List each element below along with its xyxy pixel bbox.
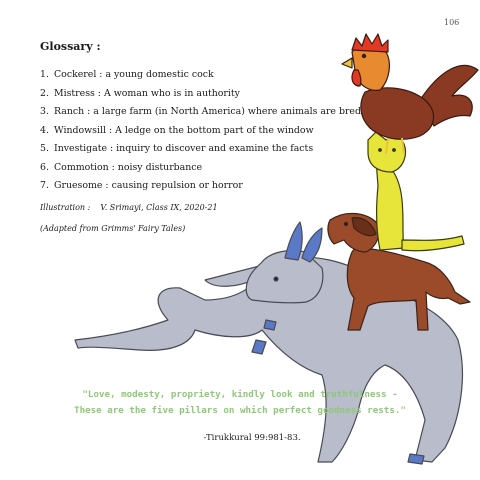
cat-drawing: [368, 132, 464, 251]
glossary-item-number: 2.: [40, 87, 49, 99]
rooster-eye: [362, 54, 365, 57]
cat-eye-left: [379, 149, 382, 152]
donkey-ear-left: [285, 222, 302, 260]
glossary-item-text: Gruesome : causing repulsion or horror: [54, 180, 243, 191]
quote-line-1: "Love, modesty, propriety, kindly look and truthfulness -: [82, 389, 398, 400]
illustration-credit-label: Illustration :: [40, 203, 91, 212]
glossary-item-number: 5.: [40, 143, 49, 154]
rooster-comb: [352, 34, 388, 52]
glossary-item-number: 7.: [40, 180, 49, 191]
donkey-ear-right: [302, 228, 322, 262]
glossary-item-number: 4.: [40, 124, 49, 136]
donkey-hoof-rear: [408, 454, 424, 464]
quote-line-2: These are the five pillars on which perfect goodness rests.": [74, 405, 406, 416]
glossary-item-text: Mistress : A woman who is in authority: [54, 87, 240, 99]
rooster-drawing: [342, 34, 478, 154]
glossary-item-number: 3.: [40, 106, 49, 117]
dog-eye: [344, 222, 347, 225]
page-number: 106: [444, 18, 460, 27]
glossary-title: Glossary :: [40, 40, 101, 53]
donkey-hoof-front: [264, 320, 276, 330]
illustration-credit-value: V. Srimayi, Class IX, 2020-21: [100, 203, 218, 212]
cat-eye-right: [393, 149, 396, 152]
donkey-hoof-back: [252, 340, 266, 354]
glossary-item-text: Investigate : inquiry to discover and examine the facts: [54, 143, 314, 154]
glossary-item-number: 6.: [40, 161, 49, 173]
quote-block: [0, 387, 480, 419]
cat-body: [376, 160, 404, 250]
glossary-item-text: Commotion : noisy disturbance: [54, 161, 203, 173]
donkey-eye: [274, 277, 278, 281]
rooster-wattle: [352, 70, 361, 86]
glossary-item-text: Windowsill : A ledge on the bottom part of the window: [54, 124, 314, 136]
quote-source-row: [0, 433, 480, 443]
quote-source: -Tirukkural 99:981-83.: [203, 433, 301, 443]
glossary-item-text: Cockerel : a young domestic cock: [54, 69, 214, 80]
cat-tail: [402, 236, 464, 251]
adaptation-note: (Adapted from Grimms' Fairy Tales): [40, 224, 186, 233]
rooster-beak: [342, 58, 352, 68]
glossary-item-text: Ranch : a large farm (in North America) where animals are bred: [54, 106, 361, 117]
glossary-item-number: 1.: [40, 69, 49, 80]
